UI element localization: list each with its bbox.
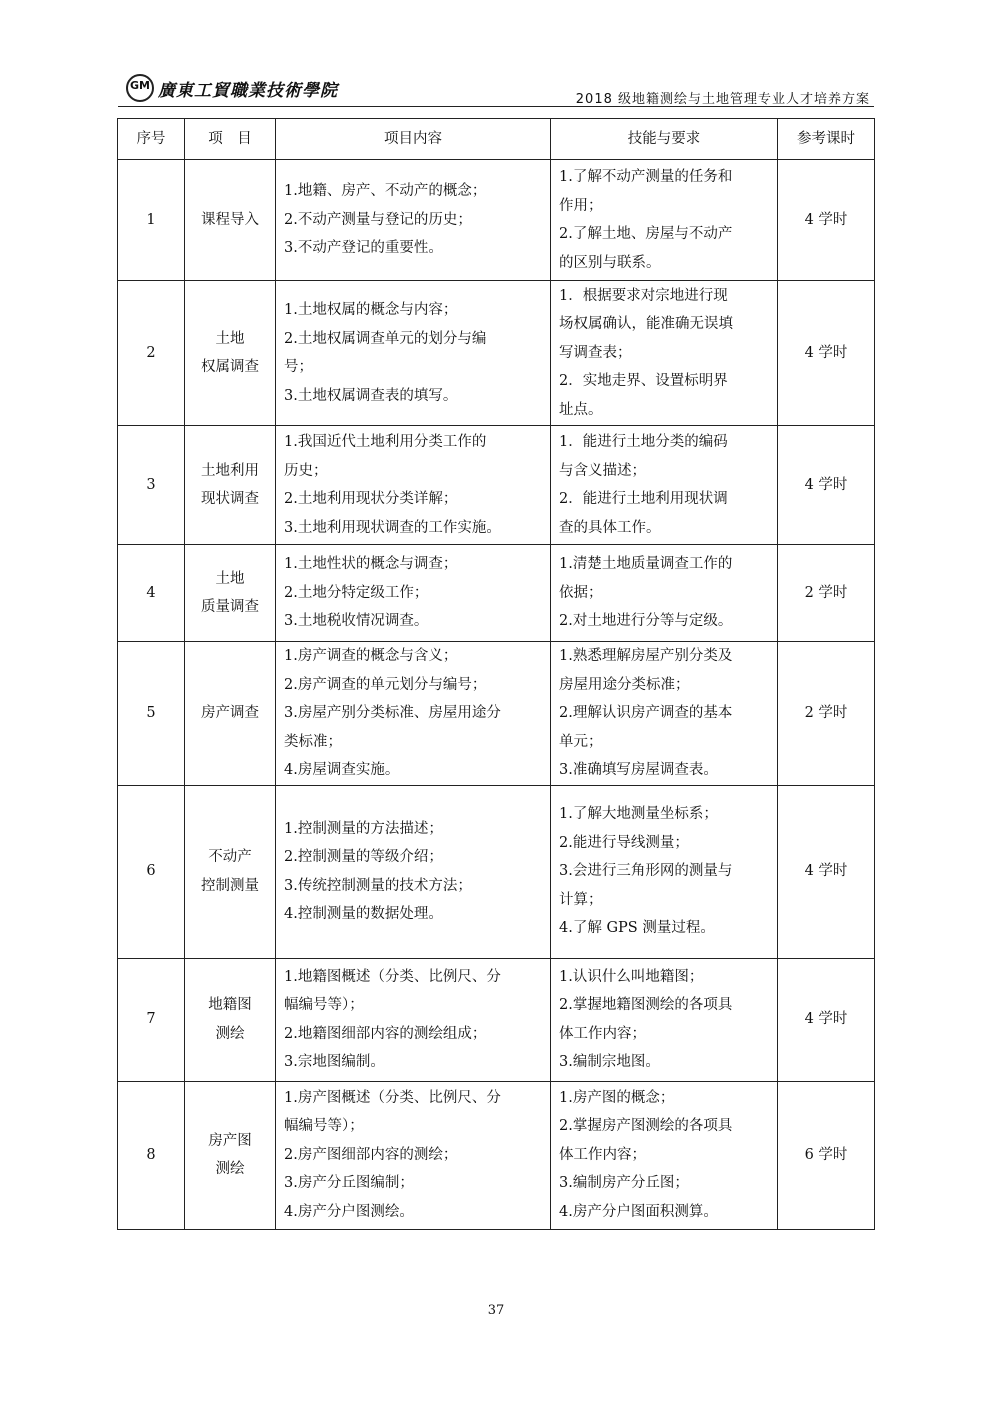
item-name-line: 测绘 xyxy=(215,1025,245,1042)
skills-cell xyxy=(551,160,778,281)
hours-cell: 4 学时 xyxy=(778,160,875,281)
skills-line: 3.编制宗地图。 xyxy=(559,1054,660,1070)
column-header-content: 项目内容 xyxy=(276,119,551,160)
skills-line: 2.了解土地、房屋与不动产 xyxy=(559,226,733,242)
content-cell xyxy=(276,545,551,642)
item-name-cell xyxy=(185,785,276,958)
document-title: 2018 级地籍测绘与土地管理专业人才培养方案 xyxy=(575,92,870,107)
content-line: 2.地籍图细部内容的测绘组成； xyxy=(284,1025,487,1042)
item-name-line: 房产调查 xyxy=(201,705,259,721)
row-number-cell: 1 xyxy=(118,160,185,281)
skills-line: 体工作内容； xyxy=(559,1146,646,1163)
row-number-cell: 2 xyxy=(118,281,185,426)
column-header-hours: 参考课时 xyxy=(778,119,875,160)
skills-line: 址点。 xyxy=(559,401,603,418)
row-number-cell: 6 xyxy=(118,785,185,958)
skills-line: 2.理解认识房产调查的基本 xyxy=(559,705,733,721)
content-line: 2.不动产测量与登记的历史； xyxy=(284,211,472,228)
table-row xyxy=(118,426,875,545)
table-row xyxy=(118,785,875,958)
skills-line: 单元； xyxy=(559,733,603,750)
item-name-line: 土地 xyxy=(215,330,245,347)
skills-line: 1.了解不动产测量的任务和 xyxy=(559,169,733,185)
item-name-cell xyxy=(185,1081,276,1229)
skills-line: 的区别与联系。 xyxy=(559,254,661,271)
item-name-line: 测绘 xyxy=(215,1161,245,1177)
content-line: 1.控制测量的方法描述； xyxy=(284,820,443,837)
skills-line: 4.了解 GPS 测量过程。 xyxy=(559,920,715,937)
page-number: 37 xyxy=(487,1303,505,1318)
skills-line: 1．能进行土地分类的编码 xyxy=(559,434,728,450)
item-name-cell xyxy=(185,281,276,426)
table-row xyxy=(118,958,875,1081)
page-header xyxy=(118,66,874,107)
skills-line: 1．根据要求对宗地进行现 xyxy=(559,287,728,304)
skills-line: 2.能进行导线测量； xyxy=(559,834,689,851)
hours-cell: 2 学时 xyxy=(778,545,875,642)
content-line: 幅编号等）； xyxy=(284,1118,364,1135)
content-line: 2.房产调查的单元划分与编号； xyxy=(284,676,487,693)
column-header-no: 序号 xyxy=(118,119,185,160)
skills-line: 写调查表； xyxy=(559,344,632,361)
content-line: 3.不动产登记的重要性。 xyxy=(284,240,443,257)
skills-line: 1.熟悉理解房屋产别分类及 xyxy=(559,648,733,664)
row-number-cell: 5 xyxy=(118,642,185,786)
skills-line: 作用； xyxy=(559,197,603,214)
item-name-cell xyxy=(185,160,276,281)
content-cell xyxy=(276,958,551,1081)
table-row xyxy=(118,642,875,786)
content-line: 历史； xyxy=(284,462,328,479)
skills-line: 2．能进行土地利用现状调 xyxy=(559,491,728,507)
content-line: 3.房产分丘图编制； xyxy=(284,1175,414,1192)
content-line: 3.传统控制测量的技术方法； xyxy=(284,877,472,894)
table-body xyxy=(118,160,875,1230)
content-line: 1.土地权属的概念与内容； xyxy=(284,302,458,318)
item-name-line: 课程导入 xyxy=(201,211,259,228)
item-name-line: 不动产 xyxy=(208,849,252,865)
item-name-cell xyxy=(185,958,276,1081)
content-line: 3.房屋产别分类标准、房屋用途分 xyxy=(284,705,501,721)
skills-cell xyxy=(551,1081,778,1229)
content-line: 1.房产图概述（分类、比例尺、分 xyxy=(284,1089,501,1106)
content-line: 1.房产调查的概念与含义； xyxy=(284,648,458,664)
item-name-line: 控制测量 xyxy=(201,877,259,894)
table-row xyxy=(118,281,875,426)
column-header-item: 项 目 xyxy=(185,119,276,160)
row-number-cell: 7 xyxy=(118,958,185,1081)
item-name-line: 地籍图 xyxy=(208,997,252,1013)
school-name: 廣東工貿職業技術學院 xyxy=(158,81,338,101)
skills-line: 3.准确填写房屋调查表。 xyxy=(559,762,718,778)
skills-line: 查的具体工作。 xyxy=(559,519,661,536)
column-header-skills: 技能与要求 xyxy=(551,119,778,160)
skills-line: 1.房产图的概念； xyxy=(559,1089,675,1106)
content-line: 3.土地利用现状调查的工作实施。 xyxy=(284,519,501,536)
hours-cell: 4 学时 xyxy=(778,281,875,426)
skills-line: 1.清楚土地质量调查工作的 xyxy=(559,556,733,573)
skills-line: 1.了解大地测量坐标系； xyxy=(559,806,718,823)
content-line: 4.房产分户图测绘。 xyxy=(284,1203,414,1220)
content-cell xyxy=(276,160,551,281)
content-line: 号； xyxy=(284,359,313,375)
content-line: 3.宗地图编制。 xyxy=(284,1054,385,1070)
content-line: 3.土地税收情况调查。 xyxy=(284,613,429,630)
content-cell xyxy=(276,426,551,545)
skills-cell xyxy=(551,545,778,642)
skills-line: 2.对土地进行分等与定级。 xyxy=(559,613,733,630)
hours-cell: 2 学时 xyxy=(778,642,875,786)
logo-mark: GM xyxy=(130,79,150,92)
skills-cell xyxy=(551,281,778,426)
table-row xyxy=(118,545,875,642)
skills-cell xyxy=(551,958,778,1081)
row-number-cell: 3 xyxy=(118,426,185,545)
course-content-table xyxy=(117,118,875,1230)
hours-cell: 4 学时 xyxy=(778,958,875,1081)
content-line: 1.我国近代土地利用分类工作的 xyxy=(284,434,487,450)
skills-line: 3.会进行三角形网的测量与 xyxy=(559,863,733,880)
item-name-cell xyxy=(185,545,276,642)
content-line: 类标准； xyxy=(284,733,342,750)
content-line: 1.地籍图概述（分类、比例尺、分 xyxy=(284,968,501,985)
item-name-line: 权属调查 xyxy=(201,359,259,375)
skills-line: 场权属确认，能准确无误填 xyxy=(559,316,733,333)
item-name-line: 房产图 xyxy=(208,1132,252,1149)
content-line: 4.房屋调查实施。 xyxy=(284,762,400,778)
content-cell xyxy=(276,1081,551,1229)
skills-line: 3.编制房产分丘图； xyxy=(559,1175,689,1192)
content-line: 幅编号等）； xyxy=(284,997,364,1013)
skills-line: 与含义描述； xyxy=(559,462,646,479)
school-logo-icon xyxy=(126,74,154,102)
skills-cell xyxy=(551,426,778,545)
skills-line: 4.房产分户图面积测算。 xyxy=(559,1203,718,1220)
skills-line: 2．实地走界、设置标明界 xyxy=(559,373,728,390)
skills-line: 1.认识什么叫地籍图； xyxy=(559,968,704,985)
content-cell xyxy=(276,642,551,786)
item-name-line: 质量调查 xyxy=(201,599,259,615)
table-row xyxy=(118,1081,875,1229)
hours-cell: 4 学时 xyxy=(778,785,875,958)
content-line: 2.土地利用现状分类详解； xyxy=(284,491,458,507)
item-name-line: 现状调查 xyxy=(201,491,259,507)
skills-line: 依据； xyxy=(559,584,603,601)
table-row xyxy=(118,160,875,281)
row-number-cell: 4 xyxy=(118,545,185,642)
skills-line: 2.掌握地籍图测绘的各项具 xyxy=(559,997,733,1013)
hours-cell: 4 学时 xyxy=(778,426,875,545)
table-header-row xyxy=(118,119,875,160)
skills-line: 2.掌握房产图测绘的各项具 xyxy=(559,1118,733,1135)
skills-line: 体工作内容； xyxy=(559,1025,646,1042)
item-name-line: 土地 xyxy=(215,570,245,587)
item-name-cell xyxy=(185,426,276,545)
row-number-cell: 8 xyxy=(118,1081,185,1229)
content-line: 4.控制测量的数据处理。 xyxy=(284,906,443,922)
content-line: 2.房产图细部内容的测绘； xyxy=(284,1146,458,1163)
content-cell xyxy=(276,281,551,426)
skills-line: 房屋用途分类标准； xyxy=(559,676,690,693)
skills-cell xyxy=(551,785,778,958)
content-line: 2.土地权属调查单元的划分与编 xyxy=(284,330,487,347)
content-line: 2.控制测量的等级介绍； xyxy=(284,849,443,865)
content-line: 1.地籍、房产、不动产的概念； xyxy=(284,183,487,200)
hours-cell: 6 学时 xyxy=(778,1081,875,1229)
content-cell xyxy=(276,785,551,958)
skills-cell xyxy=(551,642,778,786)
content-line: 1.土地性状的概念与调查； xyxy=(284,556,458,573)
item-name-cell xyxy=(185,642,276,786)
content-line: 2.土地分特定级工作； xyxy=(284,584,429,601)
content-line: 3.土地权属调查表的填写。 xyxy=(284,387,458,404)
item-name-line: 土地利用 xyxy=(201,462,259,479)
skills-line: 计算； xyxy=(559,891,603,908)
